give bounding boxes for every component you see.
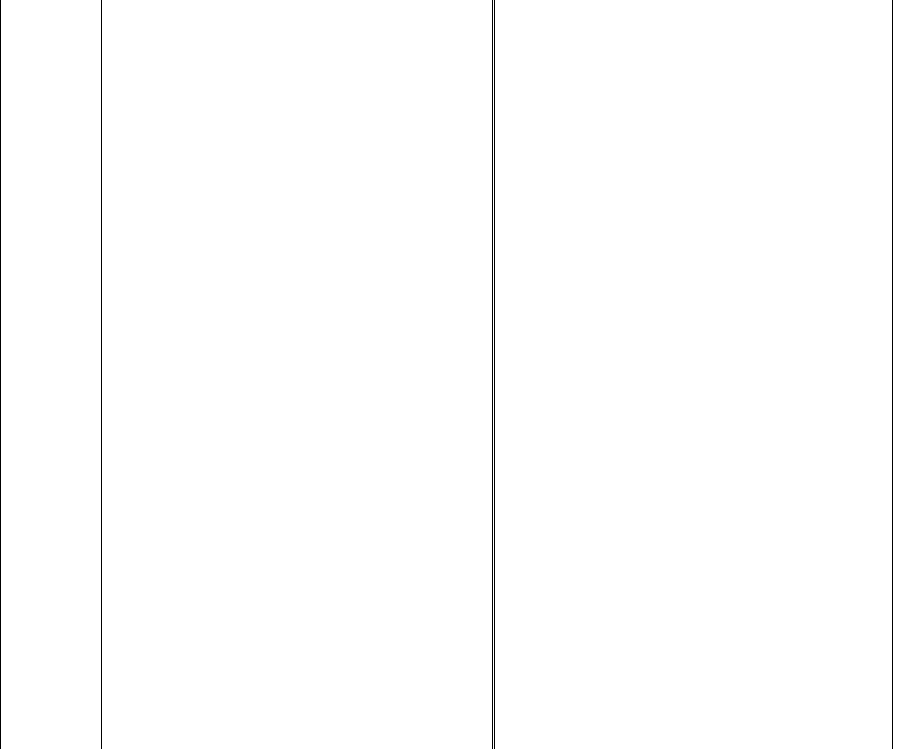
table-border-column-1 (101, 0, 102, 749)
table-border-column-2 (492, 0, 493, 749)
table-border-right (892, 0, 893, 749)
table-border-left-outer (0, 0, 1, 749)
table-border-column-2b (494, 0, 495, 749)
